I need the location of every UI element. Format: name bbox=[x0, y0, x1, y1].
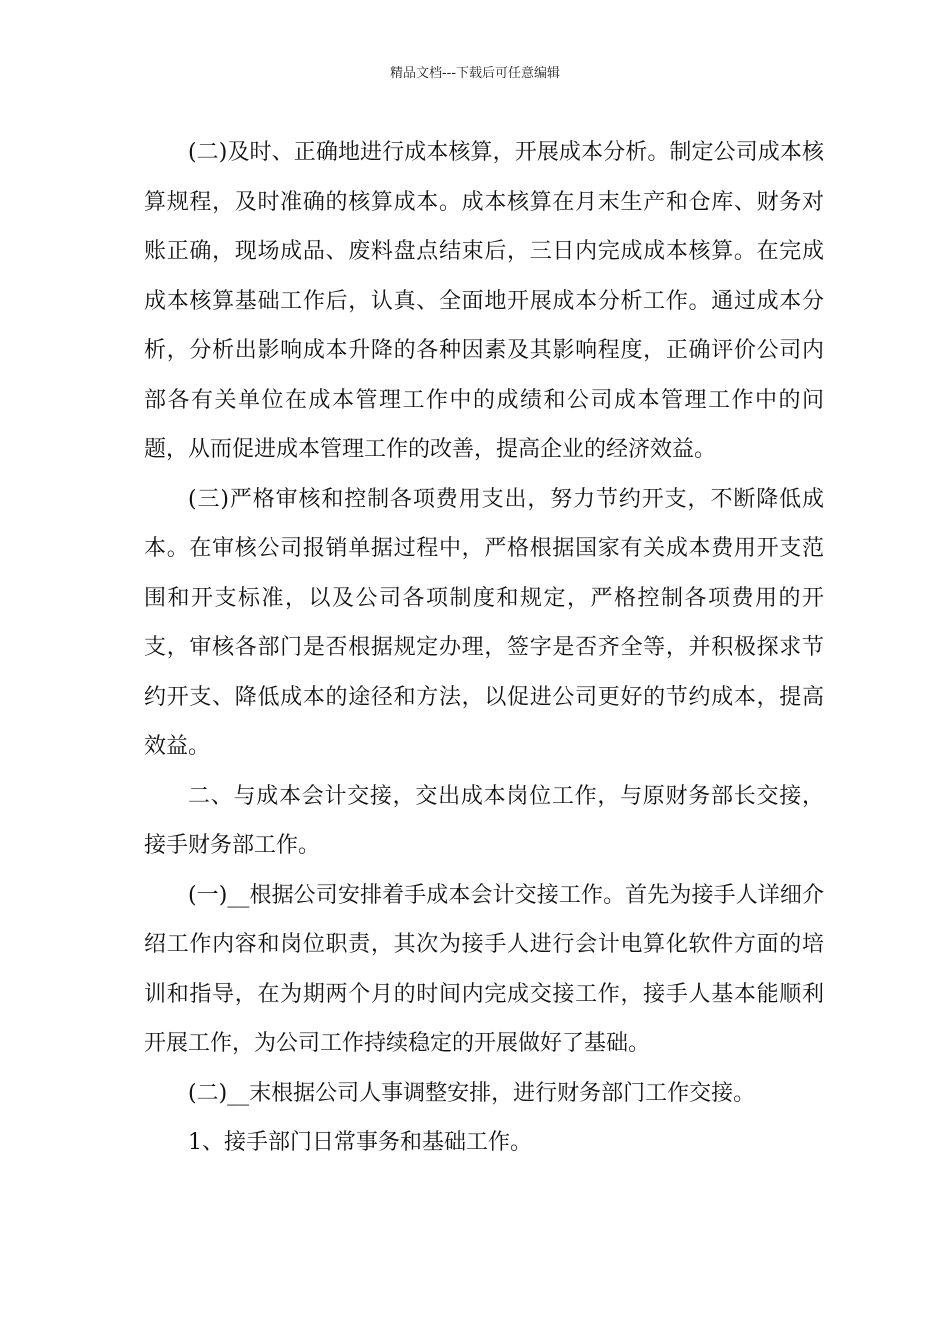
document-body bbox=[144, 128, 824, 1168]
paragraph-department-handover: (二)__末根据公司人事调整安排，进行财务部门工作交接。 bbox=[188, 1080, 756, 1106]
paragraph-cost-accounting: (二)及时、正确地进行成本核算，开展成本分析。制定公司成本核算规程，及时准确的核算成本。成本核算在月末生产和仓库、财务对账正确，现场成品、废料盘点结束后，三日内完成成本核算。在完成成本核算基础工作后，认真、全面地开展成本分析工作。通过成本分析，分析出影响成本升降的各种因素及其影响程度，正确评价公司内部各有关单位在成本管理工作中的成绩和公司成本管理工作中的问题，从而促进成本管理工作的改善，提高企业的经济效益。 bbox=[144, 140, 824, 462]
page-header: 精品文档---下载后可任意编辑 bbox=[389, 66, 561, 81]
paragraph-handover-section: 二、与成本会计交接，交出成本岗位工作，与原财务部长交接，接手财务部工作。 bbox=[144, 783, 824, 858]
paragraph-cost-handover: (一)__根据公司安排着手成本会计交接工作。首先为接手人详细介绍工作内容和岗位职责，其次为接手人进行会计电算化软件方面的培训和指导，在为期两个月的时间内完成交接工作，接手人基本能顺利开展工作，为公司工作持续稳定的开展做好了基础。 bbox=[144, 882, 824, 1056]
paragraph-expense-control: (三)严格审核和控制各项费用支出，努力节约开支，不断降低成本。在审核公司报销单据过程中，严格根据国家有关成本费用开支范围和开支标准，以及公司各项制度和规定，严格控制各项费用的开支，审核各部门是否根据规定办理，签字是否齐全等，并积极探求节约开支、降低成本的途径和方法，以促进公司更好的节约成本，提高效益。 bbox=[144, 486, 824, 759]
paragraph-daily-affairs: 1、接手部门日常事务和基础工作。 bbox=[188, 1130, 532, 1155]
